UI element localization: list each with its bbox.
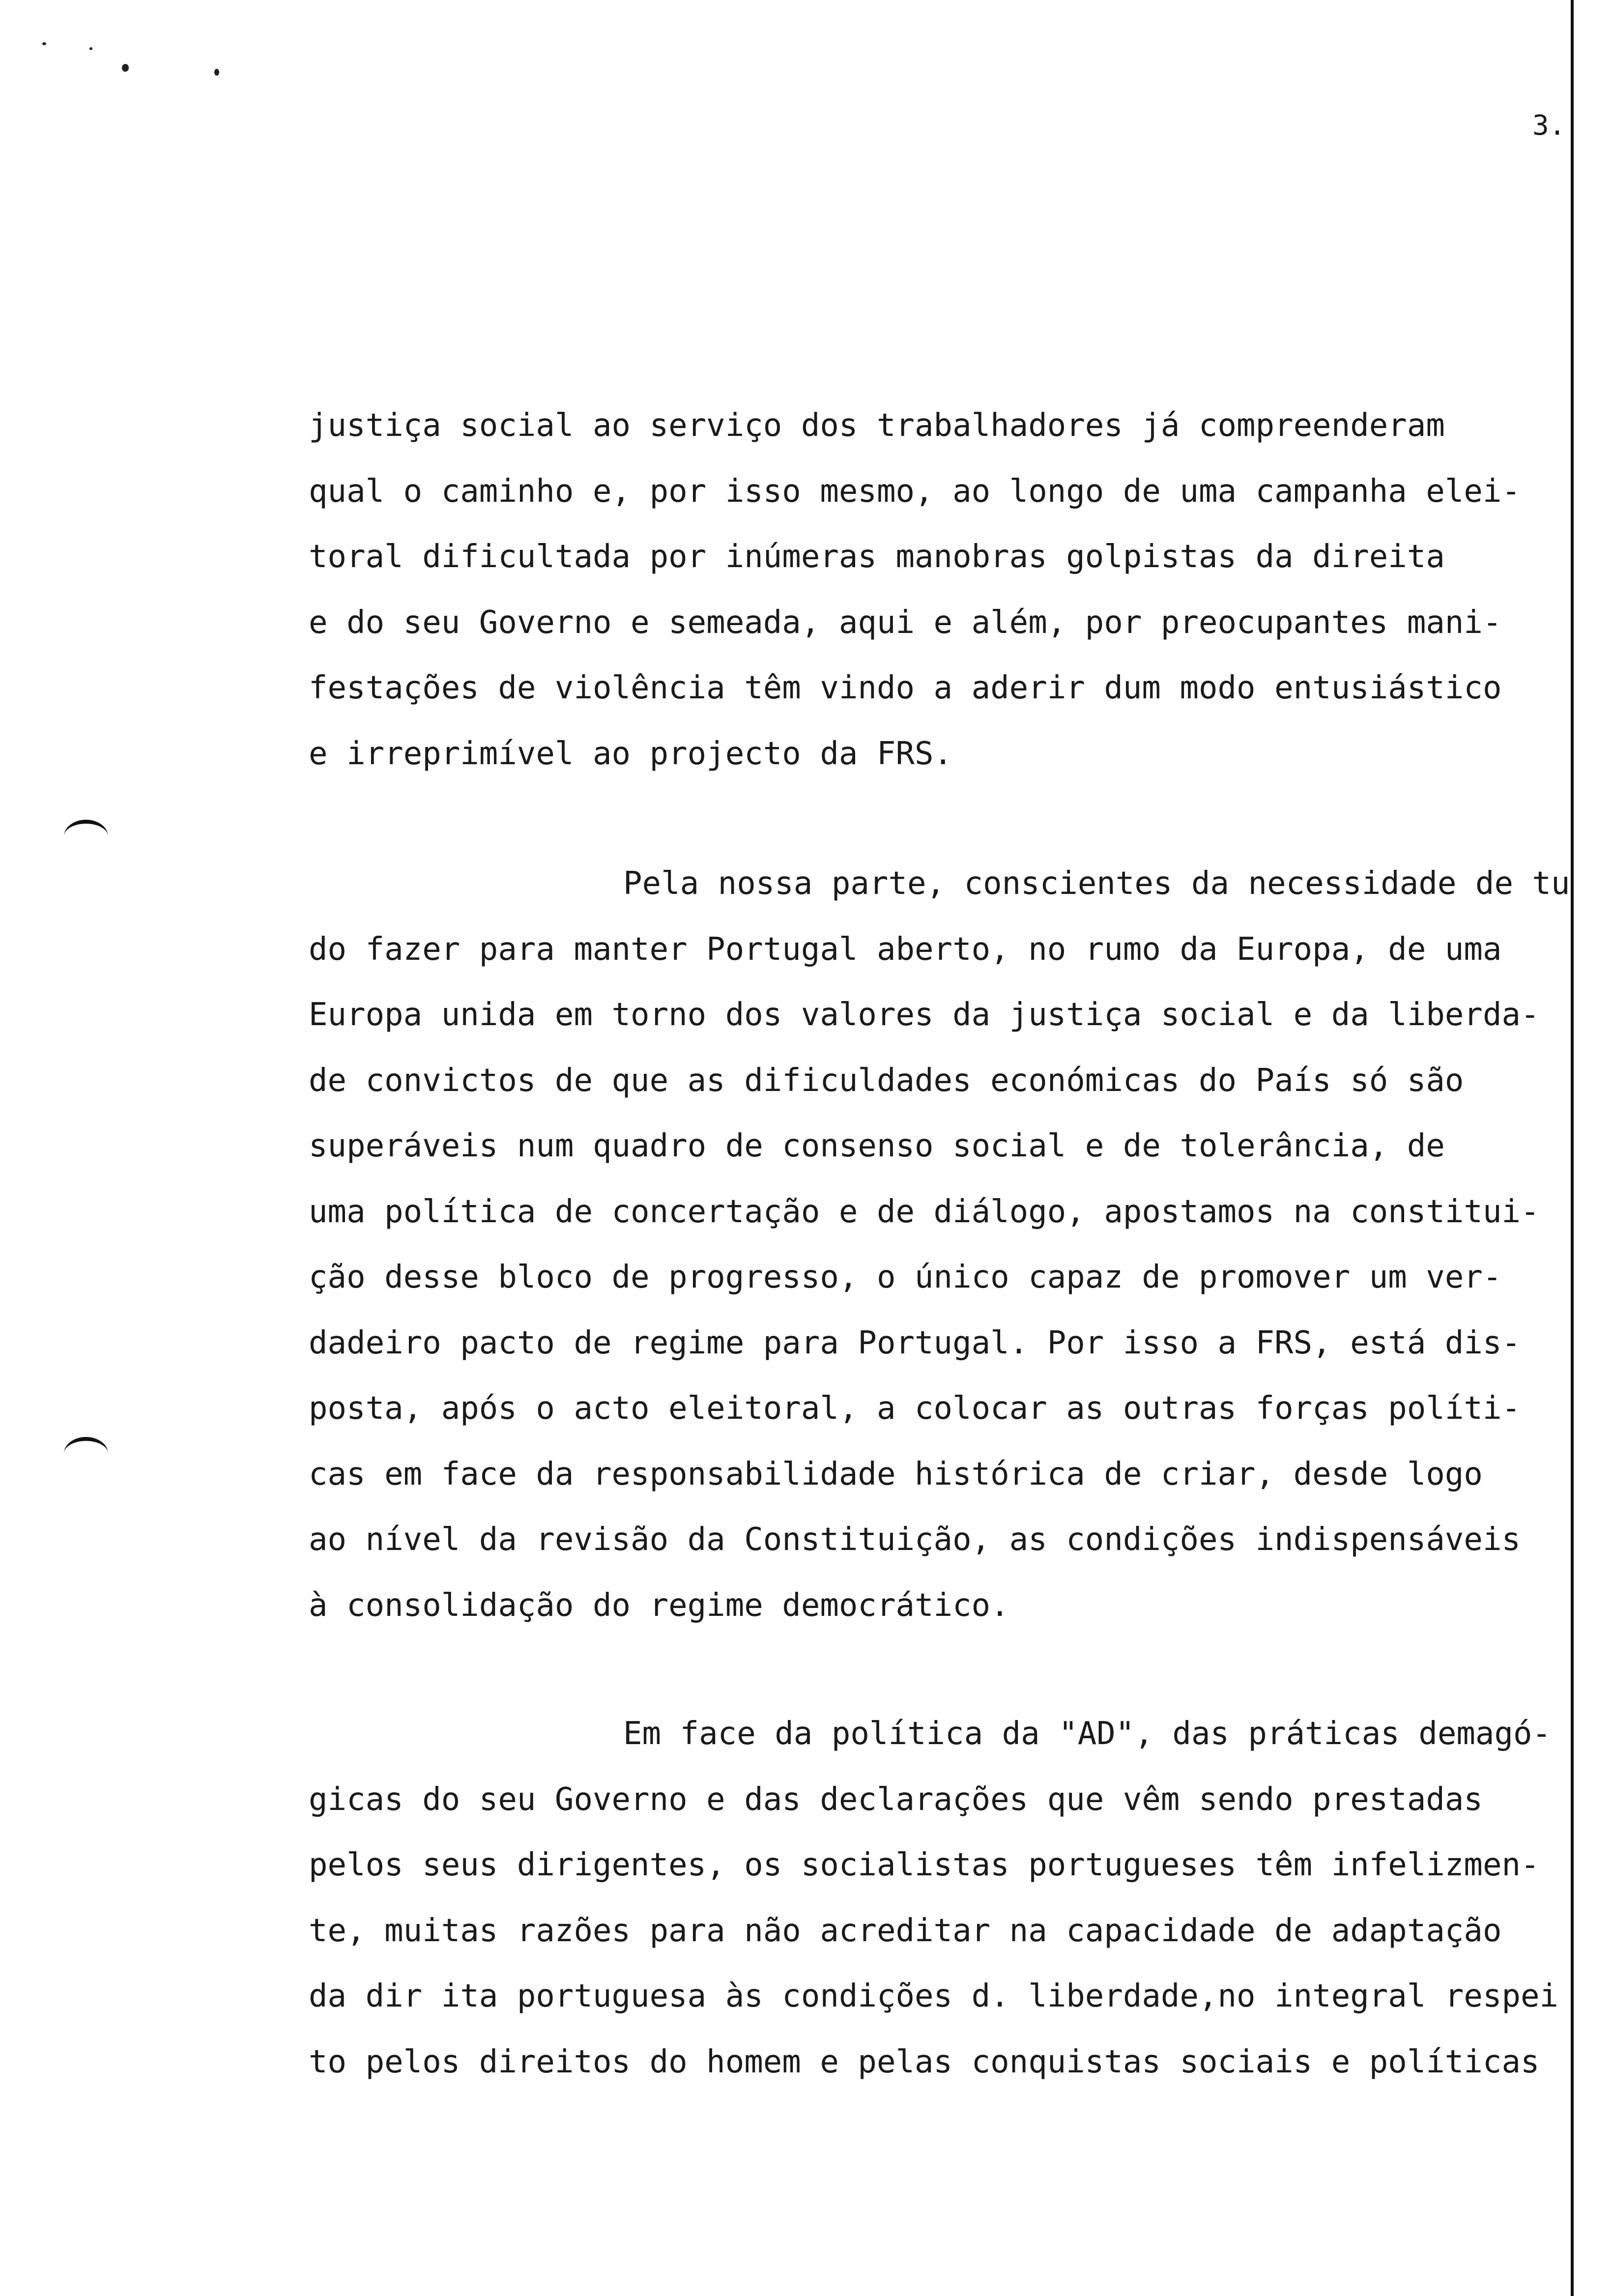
scan-speck [214,69,219,76]
paragraph-1 [309,393,1567,787]
text-line: do fazer para manter Portugal aberto, no rumo da Europa, de uma [309,931,1502,968]
text-line: e irreprimível ao projecto da FRS. [309,735,953,772]
text-line: ção desse bloco de progresso, o único capaz de promover um ver- [309,1259,1502,1295]
text-line: qual o caminho e, por isso mesmo, ao longo de uma campanha elei- [309,473,1521,510]
scan-speck [42,42,46,45]
text-line: cas em face da responsabilidade histórica de criar, desde logo [309,1456,1483,1492]
margin-rule [1571,0,1574,2296]
text-line: toral dificultada por inúmeras manobras golpistas da direita [309,539,1445,575]
text-line: uma política de concertação e de diálogo, apostamos na constitui- [309,1193,1540,1230]
text-line: dadeiro pacto de regime para Portugal. Por isso a FRS, está dis- [309,1324,1521,1361]
text-line: e do seu Governo e semeada, aqui e além, por preocupantes mani- [309,604,1502,641]
text-line: festações de violência têm vindo a aderir dum modo entusiástico [309,670,1502,706]
text-line: to pelos direitos do homem e pelas conquistas sociais e políticas [309,2043,1540,2080]
scan-speck [122,64,129,72]
scan-speck [89,47,92,50]
text-line: posta, após o acto eleitoral, a colocar as outras forças políti- [309,1390,1521,1427]
text-line: justiça social ao serviço dos trabalhadores já compreenderam [309,407,1445,444]
text-line: superáveis num quadro de consenso social e de tolerância, de [309,1128,1445,1164]
text-line: Em face da política da "AD", das práticas demagó- [623,1716,1552,1752]
paragraph-3 [309,1701,1567,2095]
text-line: ao nível da revisão da Constituição, as condições indispensáveis [309,1521,1521,1558]
punch-hole-mark [64,1437,108,1470]
text-line: à consolidação do regime democrático. [309,1587,1009,1624]
text-line: Pela nossa parte, conscientes da necessidade de tu [623,865,1570,902]
paragraph-2 [309,851,1570,1638]
text-line: gicas do seu Governo e das declarações que vêm sendo prestadas [309,1781,1483,1818]
text-line: pelos seus dirigentes, os socialistas portugueses têm infelizmen- [309,1847,1540,1883]
text-line: de convictos de que as dificuldades económicas do País só são [309,1062,1464,1099]
text-line: Europa unida em torno dos valores da justiça social e da liberda- [309,997,1540,1033]
punch-hole-mark [64,820,108,853]
text-line: da dir ita portuguesa às condições d. liberdade,no integral respei [309,1978,1559,2014]
page-number: 3. [1532,110,1566,142]
text-line: te, muitas razões para não acreditar na capacidade de adaptação [309,1912,1502,1949]
